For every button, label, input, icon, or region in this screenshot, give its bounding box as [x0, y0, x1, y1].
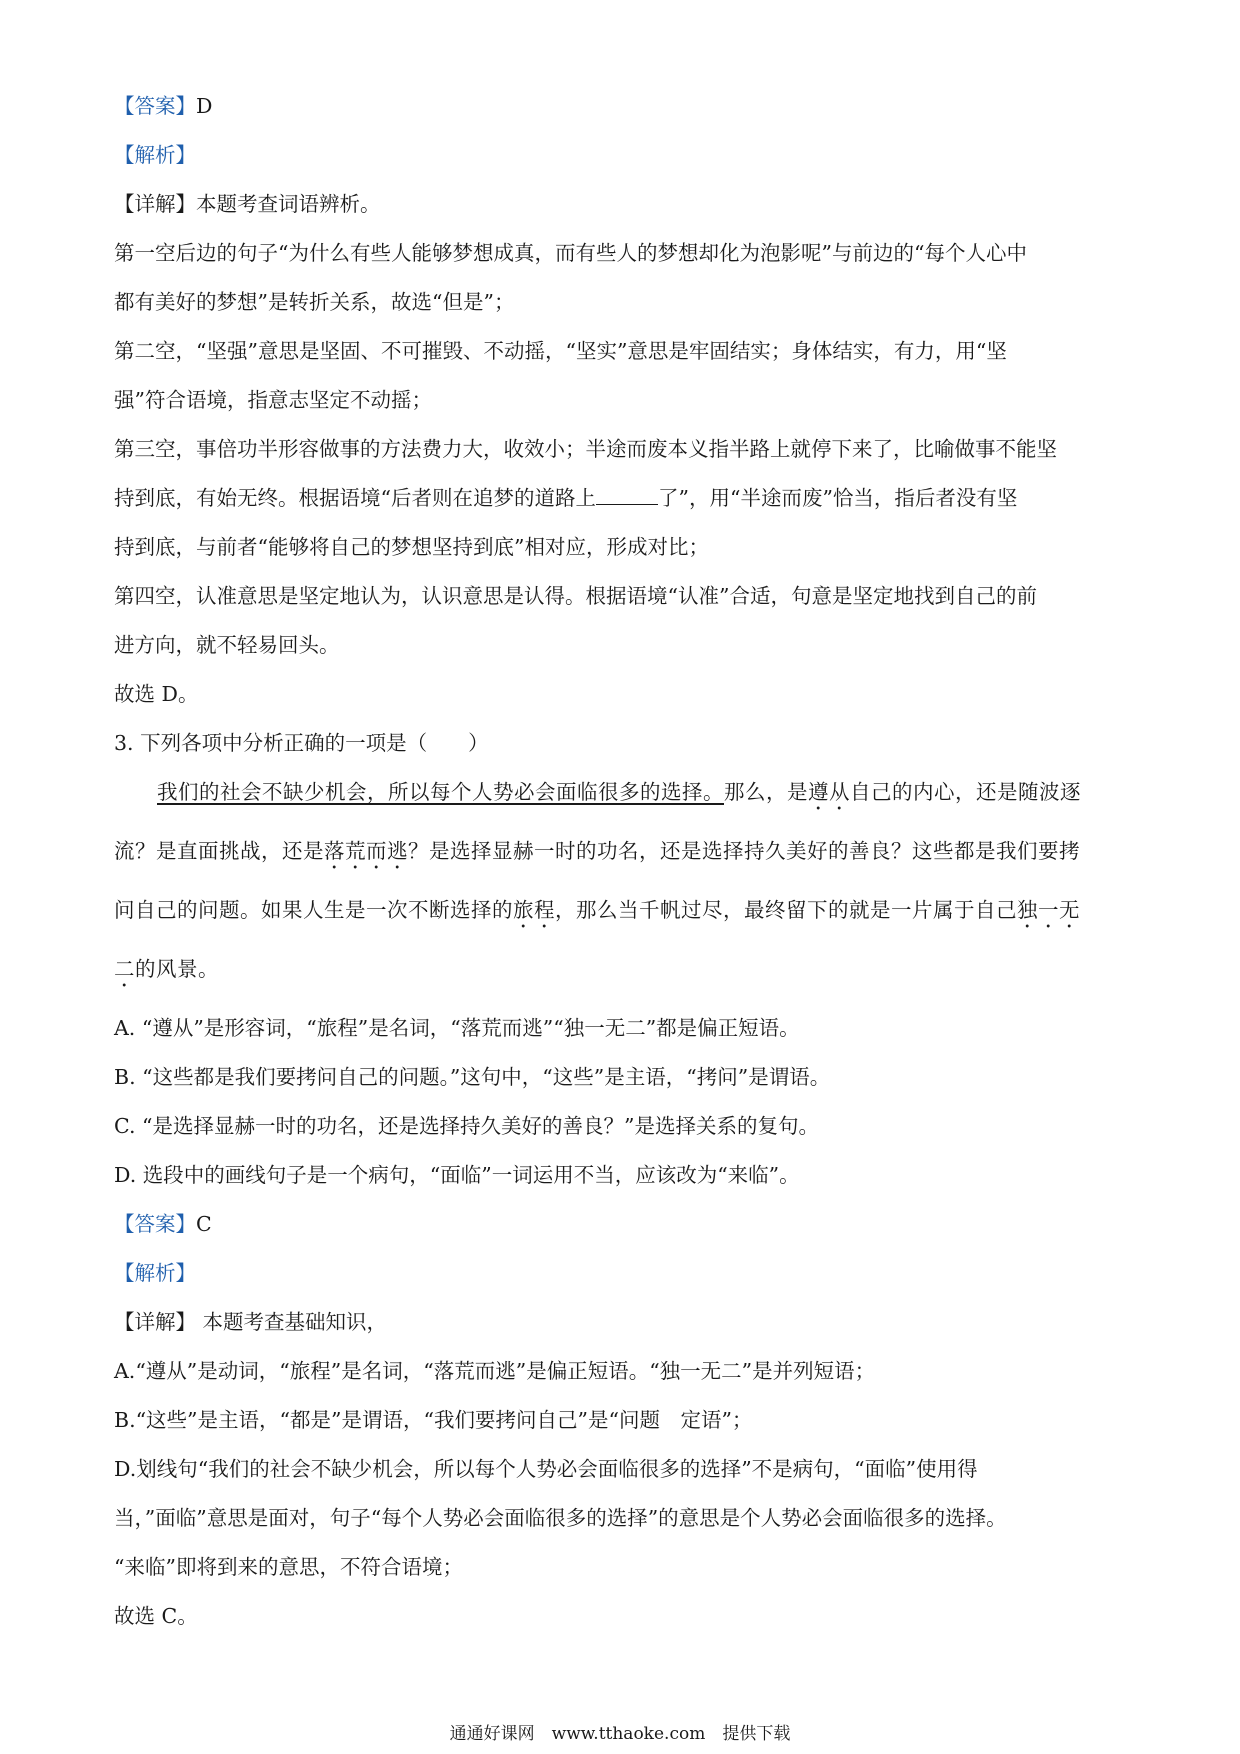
q2-paragraph-line: 第三空，事倍功半形容做事的方法费力大，收效小；半途而废本义指半路上就停下来了，比喻做事不能坚 [114, 437, 1057, 461]
dotted-word: 旅程 [513, 898, 555, 922]
analysis-label: 【解析】 [114, 1261, 196, 1285]
text-segment: 问自己的问题。如果人生是一次不断选择的 [114, 898, 513, 922]
q3-conclusion: 故选 C。 [114, 1604, 198, 1628]
answer-label: 【答案】 [114, 94, 196, 118]
q2-paragraph-line: 第二空，“坚强”意思是坚固、不可摧毁、不动摇，“坚实”意思是牢固结实；身体结实，有力，用“坚 [114, 339, 1007, 363]
q3-stem: 3. 下列各项中分析正确的一项是（ ） [114, 731, 489, 755]
text-segment: 那么，是 [724, 780, 808, 804]
explanation-line: 当，”面临”意思是面对，句子“每个人势必会面临很多的选择”的意思是个人势必会面临很多的选择。 [114, 1506, 1007, 1530]
option-d: D. 选段中的画线句子是一个病句，“面临”一词运用不当，应该改为“来临”。 [114, 1163, 800, 1187]
dotted-word: 二 [114, 957, 135, 981]
option-b: B. “这些都是我们要拷问自己的问题。”这句中，“这些”是主语，“拷问”是谓语。 [114, 1065, 831, 1089]
q2-paragraph-line [114, 486, 1130, 511]
q2-paragraph-line: 第四空，认准意思是坚定地认为，认识意思是认得。根据语境“认准”合适，句意是坚定地找到自己的前 [114, 584, 1037, 608]
passage-line [114, 780, 1130, 815]
q2-analysis [114, 143, 1130, 168]
q2-answer [114, 94, 1130, 119]
q2-paragraph-line: 持到底，与前者“能够将自己的梦想坚持到底”相对应，形成对比； [114, 535, 709, 559]
explanation-line: B.“这些”是主语，“都是”是谓语，“我们要拷问自己”是“问题 定语”； [114, 1408, 753, 1432]
page-footer: 通通好课网 www.tthaoke.com 提供下载 [449, 1724, 791, 1744]
q2-paragraph-line: 都有美好的梦想”是转折关系，故选“但是”； [114, 290, 515, 314]
option-a: A. “遵从”是形容词，“旅程”是名词，“落荒而逃”“独一无二”都是偏正短语。 [114, 1016, 800, 1040]
q3-detail: 【详解】 本题考查基础知识， [114, 1310, 388, 1334]
text-segment: 持到底，有始无终。根据语境“后者则在追梦的道路上 [114, 486, 596, 510]
q3-answer [114, 1212, 1130, 1237]
passage-line [114, 957, 1130, 992]
text-segment: 的风景。 [135, 957, 219, 981]
answer-value: D [196, 94, 213, 118]
answer-value: C [196, 1212, 212, 1236]
q2-paragraph-line: 强”符合语境，指意志坚定不动摇； [114, 388, 432, 412]
text-segment: 了”，用“半途而废”恰当，指后者没有坚 [657, 486, 1018, 510]
document-page [114, 94, 1130, 1653]
dotted-word: 独一无 [1017, 898, 1080, 922]
dotted-word: 落荒而逃 [324, 839, 408, 863]
text-segment: 流？是直面挑战，还是 [114, 839, 324, 863]
fill-in-blank [596, 486, 658, 505]
explanation-line: D.划线句“我们的社会不缺少机会，所以每个人势必会面临很多的选择”不是病句，“面临”使用得 [114, 1457, 978, 1481]
answer-label: 【答案】 [114, 1212, 196, 1236]
q2-conclusion: 故选 D。 [114, 682, 199, 706]
passage-line [114, 898, 1130, 933]
q2-paragraph-line: 进方向，就不轻易回头。 [114, 633, 340, 657]
q3-analysis [114, 1261, 1130, 1286]
analysis-label: 【解析】 [114, 143, 196, 167]
text-segment: ，那么当千帆过尽，最终留下的就是一片属于自己 [555, 898, 1017, 922]
dotted-word: 遵从 [808, 780, 850, 804]
explanation-line: A.“遵从”是动词，“旅程”是名词，“落荒而逃”是偏正短语。“独一无二”是并列短语； [114, 1359, 876, 1383]
q2-paragraph-line: 第一空后边的句子“为什么有些人能够梦想成真，而有些人的梦想却化为泡影呢”与前边的“每个人心中 [114, 241, 1027, 265]
underlined-sentence: 我们的社会不缺少机会，所以每个人势必会面临很多的选择。 [157, 780, 724, 804]
text-segment: 自己的内心，还是随波逐 [850, 780, 1081, 804]
option-c: C. “是选择显赫一时的功名，还是选择持久美好的善良？”是选择关系的复句。 [114, 1114, 819, 1138]
q2-detail: 【详解】本题考查词语辨析。 [114, 192, 381, 216]
text-segment: ？是选择显赫一时的功名，还是选择持久美好的善良？这些都是我们要拷 [408, 839, 1080, 863]
explanation-line: “来临”即将到来的意思，不符合语境； [114, 1555, 463, 1579]
passage-line [114, 839, 1130, 874]
